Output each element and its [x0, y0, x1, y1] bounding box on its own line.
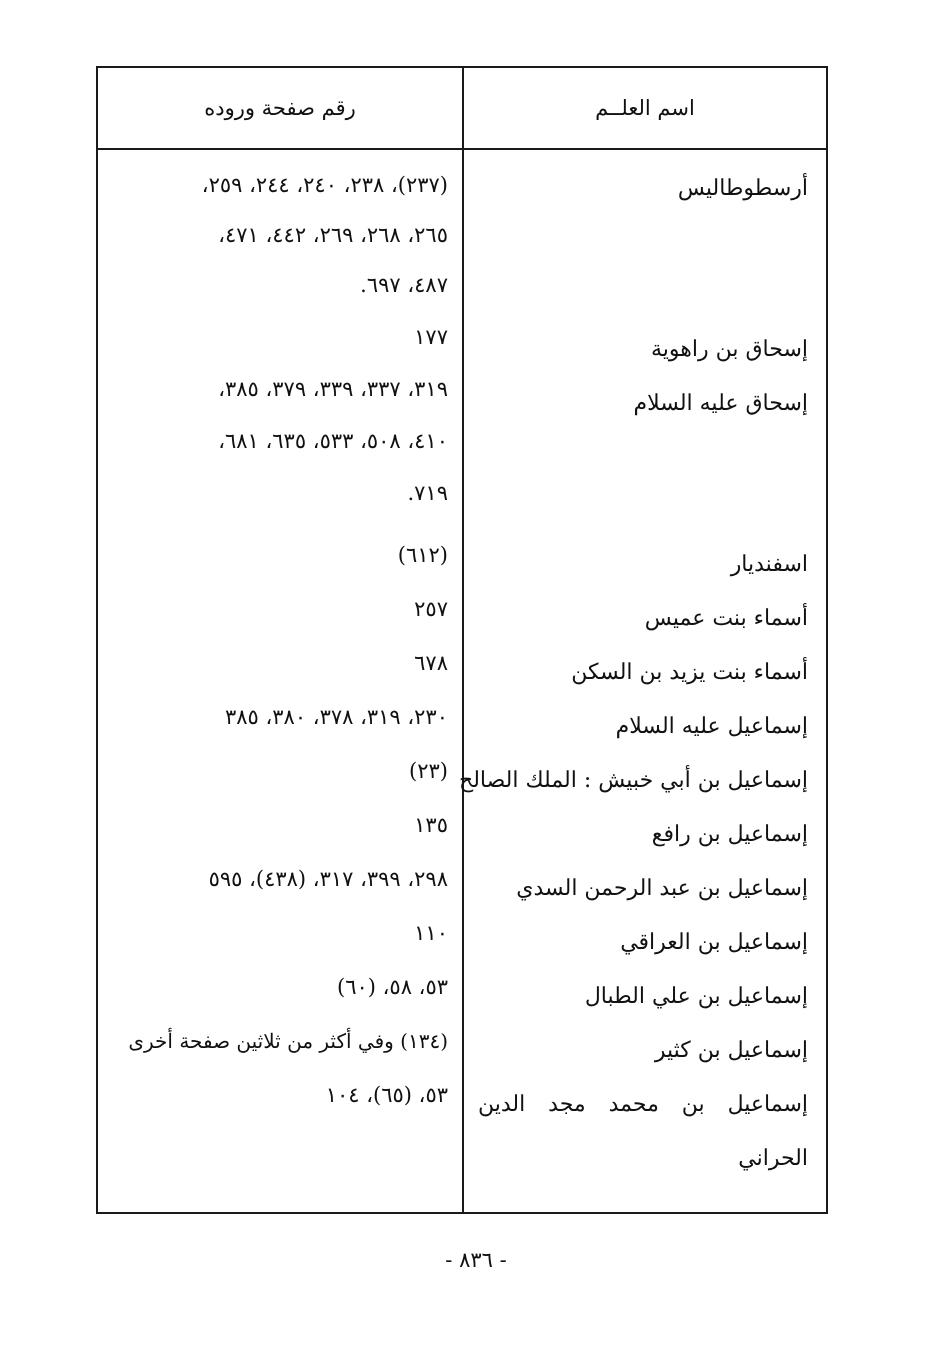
index-table — [96, 66, 828, 1214]
name-entry: إسحاق عليه السلام — [633, 391, 808, 416]
pages-entry: ٢٩٨، ٣٩٩، ٣١٧، (٤٣٨)، ٥٩٥ — [208, 867, 448, 891]
header-page-numbers: رقم صفحة وروده — [204, 96, 356, 120]
pages-entry: ٧١٩. — [407, 481, 448, 505]
pages-entry: ١٧٧ — [414, 325, 448, 349]
pages-entry: ٤٨٧، ٦٩٧. — [360, 273, 448, 297]
pages-entry: ٦٧٨ — [414, 651, 448, 675]
name-entry: إسماعيل عليه السلام — [615, 714, 808, 739]
name-entry: إسماعيل بن عبد الرحمن السدي — [516, 876, 808, 901]
pages-entry: ٢٣٠، ٣١٩، ٣٧٨، ٣٨٠، ٣٨٥ — [224, 705, 448, 729]
pages-entry: (١٣٤) وفي أكثر من ثلاثين صفحة أخرى — [128, 1029, 448, 1053]
name-entry: إسماعيل بن رافع — [651, 822, 808, 847]
column-divider — [462, 68, 464, 1212]
name-entry: إسماعيل بن أبي خبيش : الملك الصالح — [459, 768, 808, 793]
pages-entry: ٣١٩، ٣٣٧، ٣٣٩، ٣٧٩، ٣٨٥، — [218, 377, 448, 401]
name-entry: أسماء بنت يزيد بن السكن — [571, 660, 808, 685]
name-entry: أسماء بنت عميس — [644, 606, 808, 631]
pages-entry: (٢٣٧)، ٢٣٨، ٢٤٠، ٢٤٤، ٢٥٩، — [201, 173, 448, 197]
pages-entry: ١١٠ — [414, 921, 448, 945]
pages-entry: ١٣٥ — [414, 813, 448, 837]
name-entry: إسماعيل بن علي الطبال — [584, 984, 808, 1009]
name-entry: إسحاق بن راهوية — [651, 337, 808, 362]
page-number: - ٨٣٦ - — [445, 1248, 507, 1272]
name-entry: أرسطوطاليس — [677, 176, 808, 201]
pages-entry: (٦١٢) — [397, 543, 448, 567]
name-entry: إسماعيل بن كثير — [654, 1038, 808, 1063]
name-entry: إسماعيل بن العراقي — [620, 930, 808, 955]
pages-entry: ٥٣، ٥٨، (٦٠) — [337, 975, 448, 999]
pages-entry: ٤١٠، ٥٠٨، ٥٣٣، ٦٣٥، ٦٨١، — [218, 429, 448, 453]
name-entry: اسفنديار — [730, 552, 808, 577]
pages-entry: ٢٦٥، ٢٦٨، ٢٦٩، ٤٤٢، ٤٧١، — [218, 223, 448, 247]
pages-entry: ٢٥٧ — [414, 597, 448, 621]
header-names: اسم العلــم — [595, 96, 695, 120]
pages-entry: (٢٣) — [409, 759, 448, 783]
pages-entry: ٥٣، (٦٥)، ١٠٤ — [325, 1083, 448, 1107]
name-entry: إسماعيل بن محمد مجد الدين الحراني — [478, 1092, 808, 1171]
